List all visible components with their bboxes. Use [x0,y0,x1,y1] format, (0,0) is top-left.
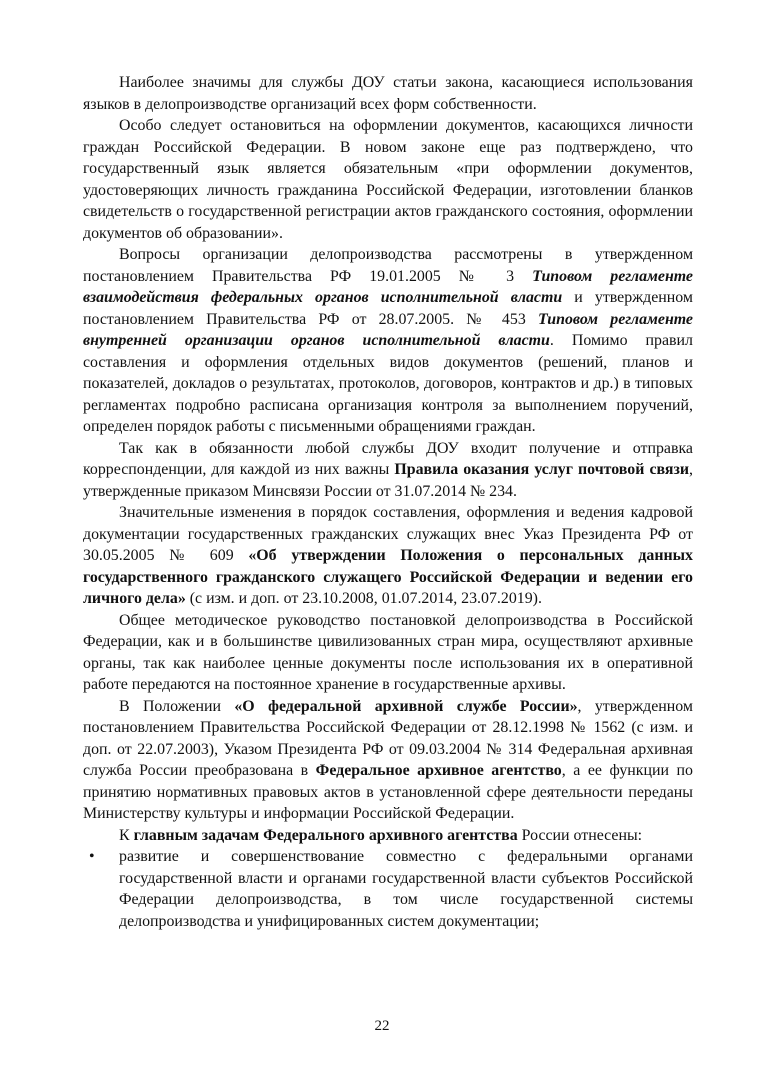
paragraph-3-text-3: . Помимо правил составления и оформления отдельных видов документов (решений, планов и показателей, докладов о результатах, протоколов, договоров, контрактов и др.) в типовых регламентах подробно расписана организация контроля за выполнением поручений, определен порядок работы с письменными обращениями граждан. [83,332,693,435]
main-tasks-heading: главным задачам Федерального архивного агентства [133,826,518,844]
page-number: 22 [374,1018,390,1034]
bullet-icon: • [89,848,95,865]
paragraph-7 [83,696,693,825]
tasks-list [83,846,693,932]
typical-regulation-internal: Типовом регламенте внутренней организации органов исполнительной власти [83,310,693,349]
paragraph-3 [83,244,693,438]
paragraph-8-text-2: России отнесены: [517,826,643,844]
paragraph-1: Наиболее значимы для службы ДОУ статьи закона, касающиеся использования языков в делопроизводстве организаций всех форм собственности. [83,74,693,113]
paragraph-2: Особо следует остановиться на оформлении документов, касающихся личности граждан Российской Федерации. В новом законе еще раз подтверждено, что государственный язык является обязательным «при оформлении документов, удостоверяющих личность гражданина Российской Федерации, изготовлении бланков свидетельств о государственной регистрации актов гражданского состояния, оформлении документов об образовании». [83,117,693,242]
paragraph-3-text-1: Вопросы организации делопроизводства рассмотрены в утвержденном постановлением Правительства РФ 19.01.2005 № 3 [83,246,693,285]
archive-service-regulation: «О федеральной архивной службе России» [234,697,578,715]
paragraph-7-text-1: В Положении [119,697,235,715]
paragraph-5-text-1: Значительные изменения в порядок составления, оформления и ведения кадровой документации государственных гражданских служащих внес Указ Президента РФ от 30.05.2005 № 609 [83,504,693,564]
paragraph-7-text-2: , утвержденном постановлением Правительства Российской Федерации от 28.12.1998 № 1562 (с изм. и доп. от 22.07.2003), Указом Президента РФ от 09.03.2004 № 314 Федеральная архивная служба России преобразована в [83,697,693,779]
personal-data-regulation: «Об утверждении Положения о персональных данных государственного гражданского служащего Российской Федерации и ведении его личного дела» [83,547,693,607]
paragraph-7-text-3: , а ее функции по принятию нормативных правовых актов в установленной сфере деятельности переданы Министерству культуры и информации Российской Федерации. [83,762,693,822]
typical-regulation-interaction: Типовом регламенте взаимодействия федеральных органов исполнительной власти [83,267,693,306]
federal-archive-agency: Федеральное архивное агентство [315,762,562,779]
paragraph-5 [83,502,693,610]
paragraph-4-text-2: , утвержденные приказом Минсвязи России от 31.07.2014 № 234. [83,461,693,500]
list-item [83,846,693,932]
paragraph-4-text-1: Так как в обязанности любой службы ДОУ входит получение и отправка корреспонденции, для каждой из них важны [83,439,693,478]
paragraph-6: Общее методическое руководство постановкой делопроизводства в Российской Федерации, как и в большинстве цивилизованных стран мира, осуществляют архивные органы, так как наиболее ценные документы после использования их в оперативной работе передаются на постоянное хранение в государственные архивы. [83,611,693,693]
paragraph-8-text-1: К [119,826,134,844]
paragraph-4 [83,438,693,503]
paragraph-3-text-2: и утвержденном постановлением Правительства РФ от 28.07.2005. № 453 [83,289,693,328]
paragraph-5-text-2: (с изм. и доп. от 23.10.2008, 01.07.2014, 23.07.2019). [185,590,542,607]
postal-rules: Правила оказания услуг почтовой связи [394,461,690,478]
body-text [83,72,693,932]
paragraph-8 [83,825,693,847]
list-item-text: развитие и совершенствование совместно с федеральными органами государственной власти и органами государственной власти субъектов Российской Федерации делопроизводства, в том числе государственной системы делопроизводства и унифицированных систем документации; [119,848,693,930]
